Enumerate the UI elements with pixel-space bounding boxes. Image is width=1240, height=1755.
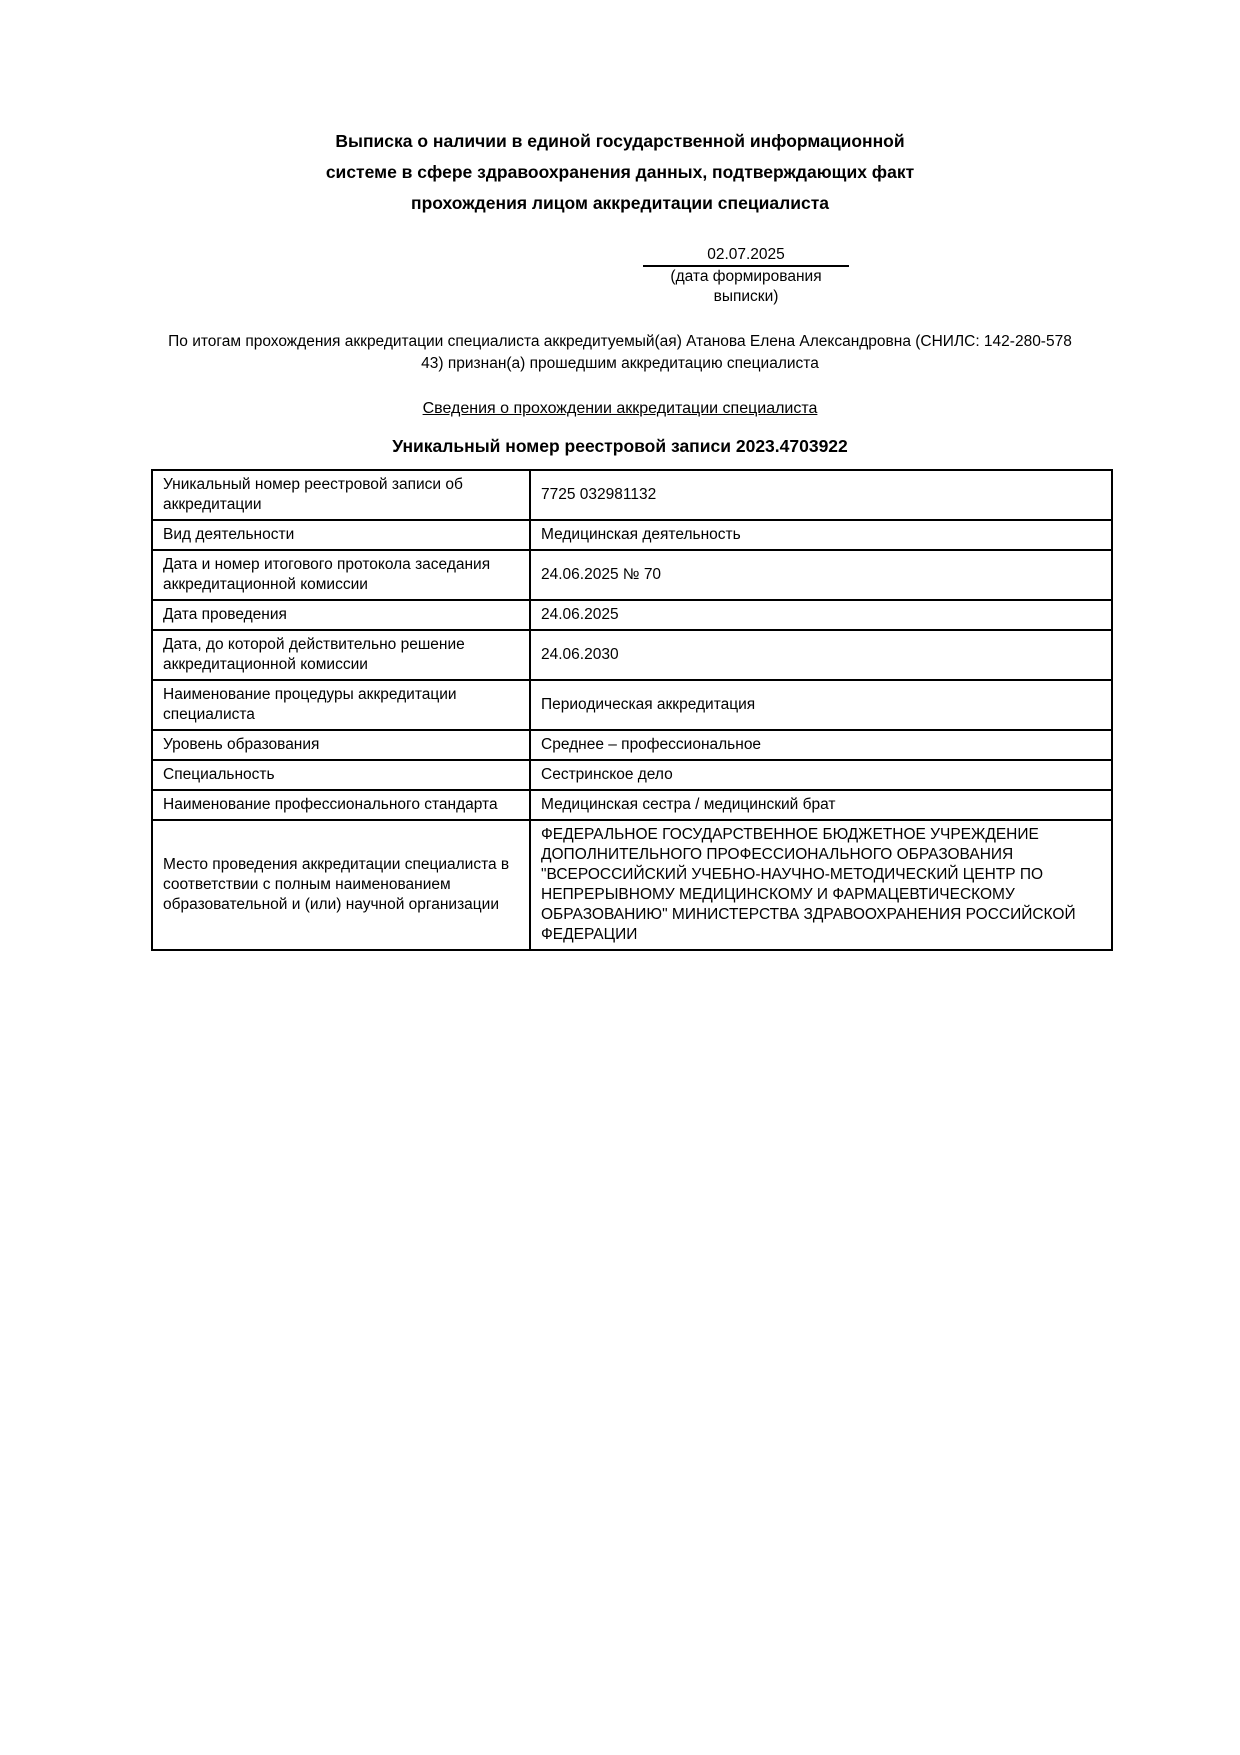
table-row: [152, 520, 1112, 550]
table-row: [152, 680, 1112, 730]
field-label: Место проведения аккредитации специалиста в соответствии с полным наименованием образовательной и (или) научной организации: [152, 820, 530, 950]
intro-paragraph: [0, 331, 1240, 375]
intro-line: 43) признан(а) прошедшим аккредитацию специалиста: [421, 355, 819, 372]
field-value: Медицинская деятельность: [530, 520, 1112, 550]
field-label: Уровень образования: [152, 730, 530, 760]
field-value: Медицинская сестра / медицинский брат: [530, 790, 1112, 820]
field-value: Среднее – профессиональное: [530, 730, 1112, 760]
field-value: Сестринское дело: [530, 760, 1112, 790]
field-label: Дата, до которой действительно решение аккредитационной комиссии: [152, 630, 530, 680]
document-title-line: Выписка о наличии в единой государственной информационной: [335, 131, 905, 151]
table-row: [152, 470, 1112, 520]
formation-date-block: [643, 245, 849, 307]
field-label: Вид деятельности: [152, 520, 530, 550]
table-row: [152, 630, 1112, 680]
field-label: Дата и номер итогового протокола заседания аккредитационной комиссии: [152, 550, 530, 600]
formation-date-caption: (дата формирования выписки): [670, 268, 822, 305]
field-label: Наименование процедуры аккредитации специалиста: [152, 680, 530, 730]
field-value: 7725 032981132: [530, 470, 1112, 520]
registry-number-heading: Уникальный номер реестровой записи 2023.4703922: [392, 436, 848, 456]
table-row: [152, 600, 1112, 630]
field-value: ФЕДЕРАЛЬНОЕ ГОСУДАРСТВЕННОЕ БЮДЖЕТНОЕ УЧРЕЖДЕНИЕ ДОПОЛНИТЕЛЬНОГО ПРОФЕССИОНАЛЬНОГО ОБРАЗОВАНИЯ "ВСЕРОССИЙСКИЙ УЧЕБНО-НАУЧНО-МЕТОДИЧЕСКИЙ ЦЕНТР ПО НЕПРЕРЫВНОМУ МЕДИЦИНСКОМУ И ФАРМАЦЕВТИЧЕСКОМУ ОБРАЗОВАНИЮ" МИНИСТЕРСТВА ЗДРАВООХРАНЕНИЯ РОССИЙСКОЙ ФЕДЕРАЦИИ: [530, 820, 1112, 950]
field-value: 24.06.2025 № 70: [530, 550, 1112, 600]
table-row: [152, 820, 1112, 950]
field-value: Периодическая аккредитация: [530, 680, 1112, 730]
table-row: [152, 760, 1112, 790]
field-value: 24.06.2030: [530, 630, 1112, 680]
intro-line: По итогам прохождения аккредитации специалиста аккредитуемый(ая) Атанова Елена Александровна (СНИЛС: 142-280-578: [168, 333, 1072, 350]
document-title: [0, 126, 1240, 219]
field-label: Уникальный номер реестровой записи об аккредитации: [152, 470, 530, 520]
table-row: [152, 730, 1112, 760]
document-title-line: прохождения лицом аккредитации специалиста: [411, 193, 829, 213]
accreditation-table: [151, 469, 1113, 951]
field-value: 24.06.2025: [530, 600, 1112, 630]
table-row: [152, 550, 1112, 600]
field-label: Наименование профессионального стандарта: [152, 790, 530, 820]
field-label: Дата проведения: [152, 600, 530, 630]
field-label: Специальность: [152, 760, 530, 790]
section-heading: Сведения о прохождении аккредитации специалиста: [422, 400, 818, 417]
formation-date: 02.07.2025: [643, 245, 849, 267]
table-row: [152, 790, 1112, 820]
document-title-line: системе в сфере здравоохранения данных, подтверждающих факт: [325, 162, 915, 182]
